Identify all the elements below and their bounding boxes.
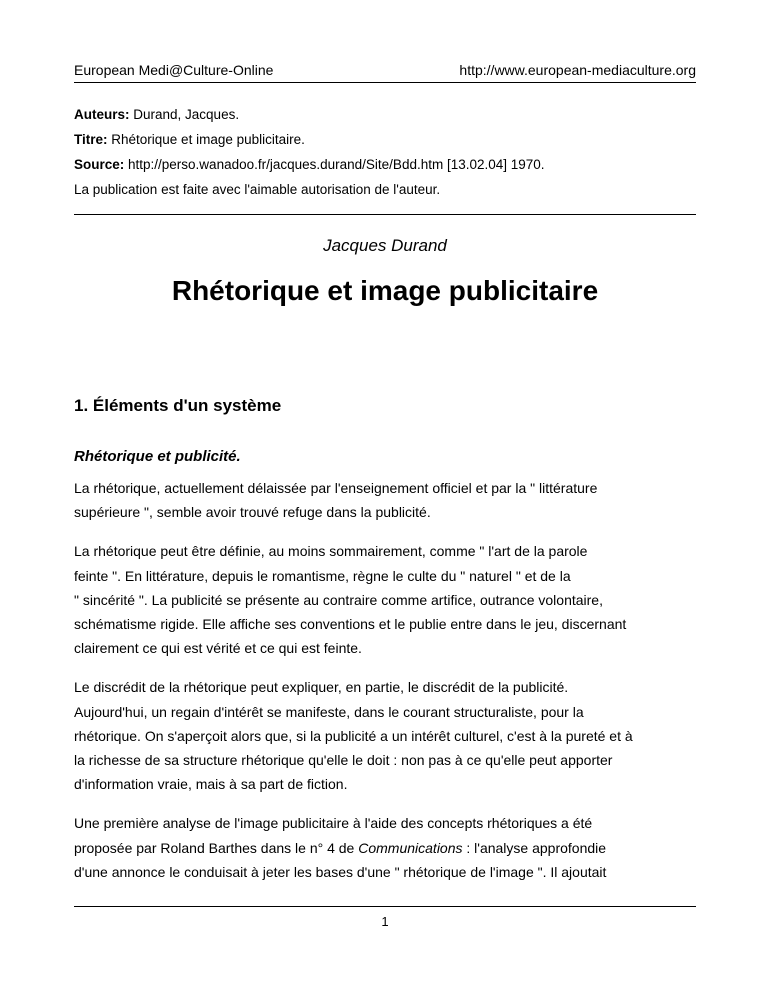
paragraph-3 <box>74 675 704 796</box>
p4-line-part: proposée par Roland Barthes dans le n° 4 de <box>74 839 359 856</box>
p3-line: Le discrédit de la rhétorique peut expliquer, en partie, le discrédit de la publicité. <box>74 679 569 696</box>
source-line <box>74 152 545 177</box>
source-label: Source: <box>74 157 125 172</box>
p4-line: Une première analyse de l'image publicitaire à l'aide des concepts rhétoriques a été <box>74 815 593 832</box>
p3-line: rhétorique. On s'aperçoit alors que, si la publicité a un intérêt culturel, c'est à la pureté et à <box>74 727 633 744</box>
p2-line: La rhétorique peut être définie, au moins sommairement, comme " l'art de la parole <box>74 543 588 560</box>
body-text <box>74 476 704 899</box>
document-title: Rhétorique et image publicitaire <box>171 275 599 306</box>
page-header <box>74 62 696 83</box>
site-name: European Medi@Culture-Online <box>74 62 274 78</box>
p2-line: feinte ". En littérature, depuis le romantisme, règne le culte du " naturel " et de la <box>74 567 571 584</box>
page-number: 1 <box>381 914 389 929</box>
top-divider <box>74 214 696 215</box>
document-author: Jacques Durand <box>323 236 447 255</box>
paragraph-2 <box>74 539 704 660</box>
p3-line: d'information vraie, mais à sa part de fiction. <box>74 776 348 793</box>
authors-label: Auteurs: <box>74 107 130 122</box>
p4-line-part: : l'analyse approfondie <box>462 839 607 856</box>
p2-line: schématisme rigide. Elle affiche ses conventions et le publie entre dans le jeu, discernant <box>74 616 627 633</box>
title-line <box>74 127 545 152</box>
p2-line: " sincérité ". La publicité se présente au contraire comme artifice, outrance volontaire, <box>74 591 603 608</box>
source-value: http://perso.wanadoo.fr/jacques.durand/Site/Bdd.htm [13.02.04] 1970. <box>124 157 545 172</box>
p3-line: la richesse de sa structure rhétorique qu'elle le doit : non pas à ce qu'elle peut apporter <box>74 752 613 769</box>
authors-value: Durand, Jacques. <box>129 107 240 122</box>
p2-line: clairement ce qui est vérité et ce qui est feinte. <box>74 640 362 657</box>
authors-line <box>74 102 545 127</box>
permission-line: La publication est faite avec l'aimable autorisation de l'auteur. <box>74 182 441 197</box>
title-value: Rhétorique et image publicitaire. <box>107 132 305 147</box>
p3-line: Aujourd'hui, un regain d'intérêt se manifeste, dans le courant structuraliste, pour la <box>74 703 584 720</box>
site-url[interactable]: http://www.european-mediaculture.org <box>459 62 696 78</box>
journal-title: Communications <box>358 839 463 856</box>
paragraph-1 <box>74 476 704 524</box>
paragraph-4 <box>74 811 704 884</box>
title-label: Titre: <box>74 132 108 147</box>
p1-line: La rhétorique, actuellement délaissée par l'enseignement officiel et par la " littérature <box>74 480 598 496</box>
footer-divider <box>74 906 696 907</box>
p1-line: supérieure ", semble avoir trouvé refuge dans la publicité. <box>74 504 431 521</box>
subsection-heading: Rhétorique et publicité. <box>74 448 241 465</box>
metadata-block <box>74 102 545 202</box>
p4-line: d'une annonce le conduisait à jeter les bases d'une " rhétorique de l'image ". Il ajoutait <box>74 863 607 880</box>
section-heading: 1. Éléments d'un système <box>74 396 282 415</box>
